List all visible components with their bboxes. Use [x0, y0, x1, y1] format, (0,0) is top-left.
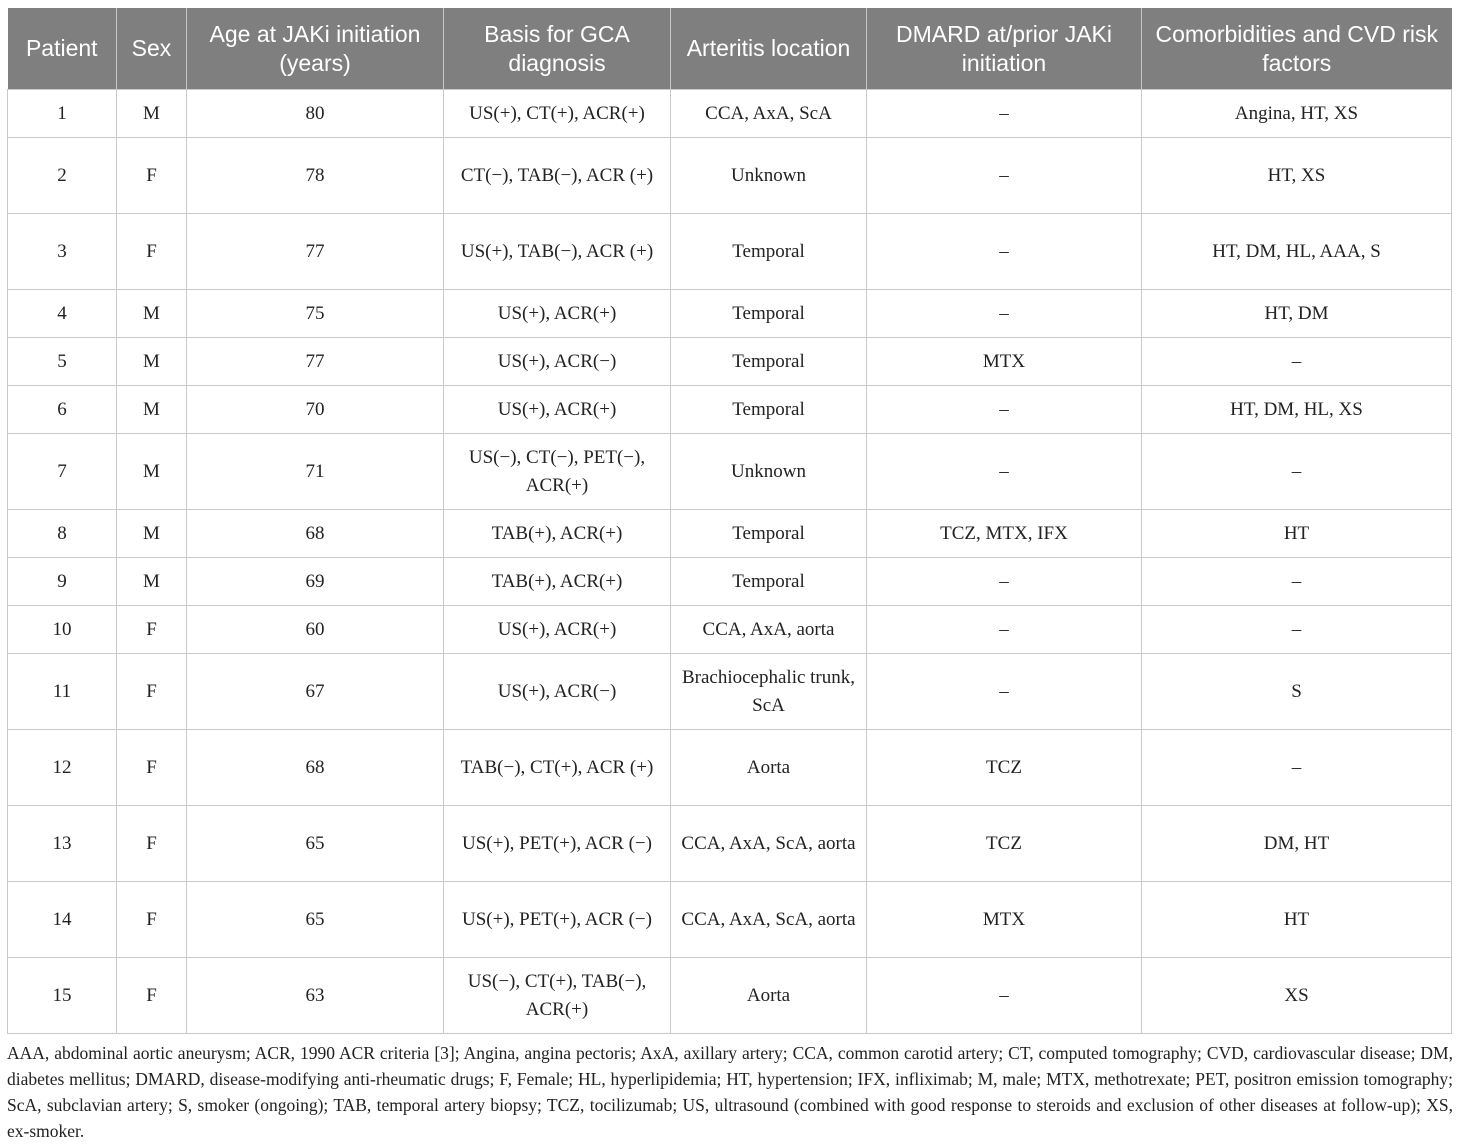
cell-sex: F [117, 806, 187, 882]
cell-basis: US(−), CT(+), TAB(−), ACR(+) [444, 958, 671, 1034]
cell-age: 67 [187, 654, 444, 730]
cell-dmard: TCZ [867, 730, 1142, 806]
cell-location: Temporal [671, 214, 867, 290]
cell-basis: US(+), ACR(−) [444, 338, 671, 386]
cell-dmard: TCZ, MTX, IFX [867, 510, 1142, 558]
table-row [8, 214, 1452, 290]
cell-age: 68 [187, 510, 444, 558]
cell-age: 65 [187, 882, 444, 958]
cell-dmard: – [867, 90, 1142, 138]
cell-location: CCA, AxA, aorta [671, 606, 867, 654]
cell-age: 78 [187, 138, 444, 214]
cell-patient: 12 [8, 730, 117, 806]
cell-patient: 6 [8, 386, 117, 434]
cell-comorbidities: – [1142, 338, 1452, 386]
header-patient: Patient [8, 8, 117, 90]
cell-basis: US(+), PET(+), ACR (−) [444, 806, 671, 882]
cell-comorbidities: HT, DM, HL, XS [1142, 386, 1452, 434]
header-basis: Basis for GCA diagnosis [444, 8, 671, 90]
cell-dmard: – [867, 214, 1142, 290]
cell-sex: F [117, 882, 187, 958]
cell-basis: US(+), CT(+), ACR(+) [444, 90, 671, 138]
table-row [8, 290, 1452, 338]
table-row [8, 138, 1452, 214]
cell-dmard: – [867, 434, 1142, 510]
cell-basis: TAB(−), CT(+), ACR (+) [444, 730, 671, 806]
cell-location: Temporal [671, 386, 867, 434]
cell-dmard: MTX [867, 338, 1142, 386]
cell-sex: M [117, 386, 187, 434]
cell-sex: M [117, 434, 187, 510]
table-row [8, 958, 1452, 1034]
cell-location: Unknown [671, 434, 867, 510]
cell-sex: F [117, 606, 187, 654]
cell-comorbidities: S [1142, 654, 1452, 730]
cell-dmard: – [867, 606, 1142, 654]
cell-comorbidities: HT, XS [1142, 138, 1452, 214]
cell-sex: M [117, 290, 187, 338]
cell-age: 71 [187, 434, 444, 510]
cell-dmard: TCZ [867, 806, 1142, 882]
cell-dmard: MTX [867, 882, 1142, 958]
header-dmard: DMARD at/prior JAKi initiation [867, 8, 1142, 90]
cell-patient: 5 [8, 338, 117, 386]
cell-comorbidities: DM, HT [1142, 806, 1452, 882]
cell-age: 75 [187, 290, 444, 338]
table-row [8, 882, 1452, 958]
cell-comorbidities: – [1142, 730, 1452, 806]
table-row [8, 730, 1452, 806]
cell-patient: 1 [8, 90, 117, 138]
table-row [8, 510, 1452, 558]
cell-comorbidities: HT [1142, 510, 1452, 558]
cell-comorbidities: HT, DM, HL, AAA, S [1142, 214, 1452, 290]
cell-location: Temporal [671, 558, 867, 606]
cell-comorbidities: – [1142, 434, 1452, 510]
patient-table [7, 8, 1452, 1034]
cell-sex: M [117, 510, 187, 558]
cell-patient: 3 [8, 214, 117, 290]
cell-basis: US(+), ACR(+) [444, 386, 671, 434]
cell-location: Aorta [671, 958, 867, 1034]
cell-sex: F [117, 214, 187, 290]
cell-dmard: – [867, 138, 1142, 214]
cell-age: 63 [187, 958, 444, 1034]
cell-patient: 15 [8, 958, 117, 1034]
header-sex: Sex [117, 8, 187, 90]
cell-patient: 14 [8, 882, 117, 958]
table-header-row [8, 8, 1452, 90]
cell-dmard: – [867, 386, 1142, 434]
cell-location: Temporal [671, 338, 867, 386]
cell-sex: M [117, 338, 187, 386]
cell-age: 65 [187, 806, 444, 882]
header-age: Age at JAKi initiation (years) [187, 8, 444, 90]
cell-location: Brachiocephalic trunk, ScA [671, 654, 867, 730]
cell-patient: 2 [8, 138, 117, 214]
cell-age: 68 [187, 730, 444, 806]
cell-basis: US(+), ACR(+) [444, 290, 671, 338]
cell-comorbidities: HT, DM [1142, 290, 1452, 338]
cell-basis: TAB(+), ACR(+) [444, 510, 671, 558]
cell-comorbidities: – [1142, 606, 1452, 654]
cell-dmard: – [867, 290, 1142, 338]
header-comorbidities: Comorbidities and CVD risk factors [1142, 8, 1452, 90]
table-row [8, 606, 1452, 654]
cell-patient: 9 [8, 558, 117, 606]
cell-comorbidities: XS [1142, 958, 1452, 1034]
cell-location: CCA, AxA, ScA [671, 90, 867, 138]
cell-sex: F [117, 730, 187, 806]
cell-sex: M [117, 558, 187, 606]
cell-comorbidities: – [1142, 558, 1452, 606]
cell-patient: 10 [8, 606, 117, 654]
cell-basis: CT(−), TAB(−), ACR (+) [444, 138, 671, 214]
cell-basis: US(+), PET(+), ACR (−) [444, 882, 671, 958]
cell-location: Temporal [671, 290, 867, 338]
cell-dmard: – [867, 654, 1142, 730]
cell-sex: F [117, 654, 187, 730]
cell-age: 77 [187, 214, 444, 290]
cell-basis: US(+), TAB(−), ACR (+) [444, 214, 671, 290]
cell-age: 80 [187, 90, 444, 138]
cell-basis: US(+), ACR(−) [444, 654, 671, 730]
cell-sex: F [117, 958, 187, 1034]
cell-patient: 4 [8, 290, 117, 338]
cell-age: 77 [187, 338, 444, 386]
table-row [8, 654, 1452, 730]
cell-basis: US(−), CT(−), PET(−), ACR(+) [444, 434, 671, 510]
cell-location: CCA, AxA, ScA, aorta [671, 806, 867, 882]
table-footnote: AAA, abdominal aortic aneurysm; ACR, 1990 ACR criteria [3]; Angina, angina pectoris; AxA, axillary artery; CCA, common carotid artery; CT, computed tomography; CVD, cardiovascular disease; DM, diabetes mellitus; DMARD, disease-modifying anti-rheumatic drugs; F, Female; HL, hyperlipidemia; HT, hypertension; IFX, infliximab; M, male; MTX, methotrexate; PET, positron emission tomography; ScA, subclavian artery; S, smoker (ongoing); TAB, temporal artery biopsy; TCZ, tocilizumab; US, ultrasound (combined with good response to steroids and exclusion of other diseases at follow-up); XS, ex-smoker. [7, 1043, 1453, 1141]
cell-patient: 8 [8, 510, 117, 558]
cell-basis: TAB(+), ACR(+) [444, 558, 671, 606]
cell-age: 60 [187, 606, 444, 654]
cell-patient: 13 [8, 806, 117, 882]
cell-age: 70 [187, 386, 444, 434]
cell-location: Unknown [671, 138, 867, 214]
table-row [8, 90, 1452, 138]
cell-patient: 7 [8, 434, 117, 510]
cell-dmard: – [867, 958, 1142, 1034]
table-container [7, 8, 1451, 1034]
table-row [8, 434, 1452, 510]
cell-location: CCA, AxA, ScA, aorta [671, 882, 867, 958]
cell-basis: US(+), ACR(+) [444, 606, 671, 654]
table-row [8, 806, 1452, 882]
header-location: Arteritis location [671, 8, 867, 90]
cell-location: Temporal [671, 510, 867, 558]
table-row [8, 558, 1452, 606]
cell-age: 69 [187, 558, 444, 606]
cell-sex: F [117, 138, 187, 214]
cell-dmard: – [867, 558, 1142, 606]
cell-comorbidities: Angina, HT, XS [1142, 90, 1452, 138]
cell-location: Aorta [671, 730, 867, 806]
cell-comorbidities: HT [1142, 882, 1452, 958]
cell-patient: 11 [8, 654, 117, 730]
table-row [8, 386, 1452, 434]
table-row [8, 338, 1452, 386]
cell-sex: M [117, 90, 187, 138]
